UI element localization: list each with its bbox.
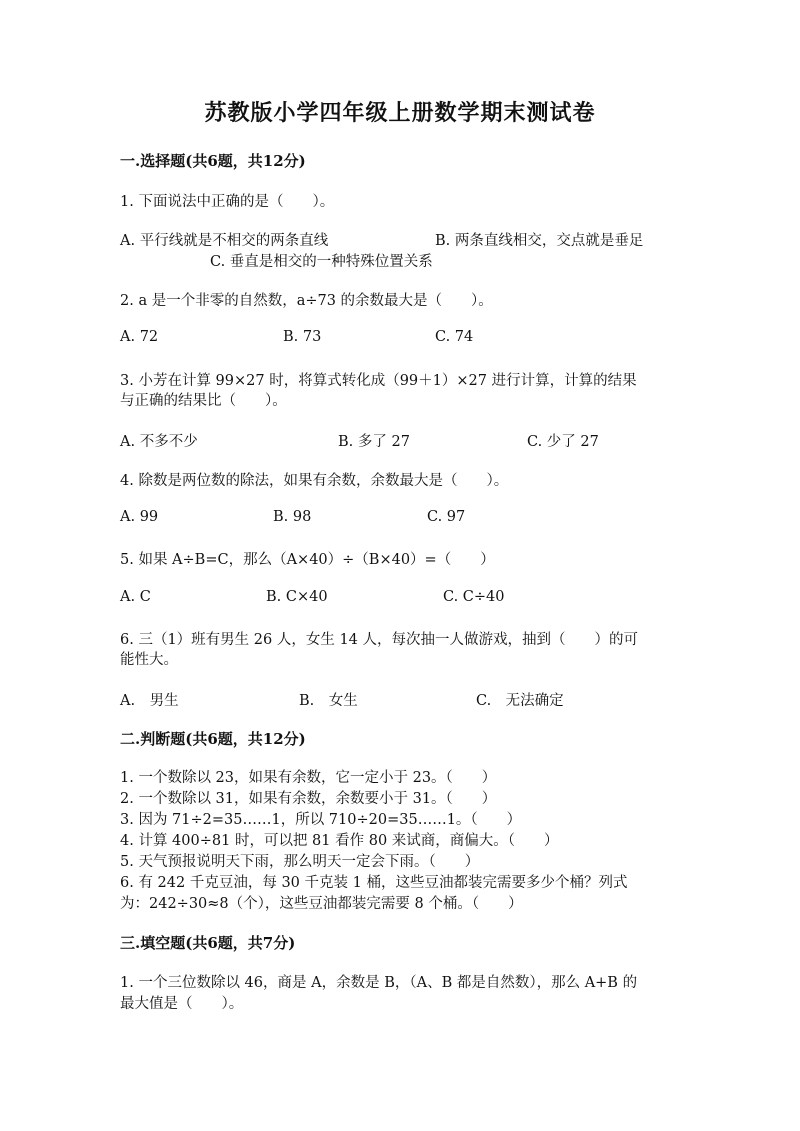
judge-4: 4. 计算 400÷81 时，可以把 81 看作 80 来试商，商偏大。（ ） xyxy=(120,833,559,849)
judge-2: 2. 一个数除以 31，如果有余数，余数要小于 31。（ ） xyxy=(120,791,497,807)
judge-1: 1. 一个数除以 23，如果有余数，它一定小于 23。（ ） xyxy=(120,770,497,786)
judge-6-line1: 6. 有 242 千克豆油，每 30 千克装 1 桶，这些豆油都装完需要多少个桶？列式 xyxy=(120,875,628,891)
q1-option-c: C. 垂直是相交的一种特殊位置关系 xyxy=(210,254,433,270)
q5-option-c: C. C÷40 xyxy=(443,589,505,605)
question-1-6-line1: 6. 三（1）班有男生 26 人，女生 14 人，每次抽一人做游戏，抽到（ ）的可 xyxy=(120,632,639,648)
q3-option-b: B. 多了 27 xyxy=(338,434,410,450)
q4-option-c: C. 97 xyxy=(427,509,466,525)
question-1-1: 1. 下面说法中正确的是（ ）。 xyxy=(120,194,335,210)
q5-option-a: A. C xyxy=(120,589,151,605)
judge-3: 3. 因为 71÷2=35……1，所以 710÷20=35……1。（ ） xyxy=(120,812,522,828)
q4-option-a: A. 99 xyxy=(120,509,159,525)
q3-option-a: A. 不多不少 xyxy=(120,434,198,450)
q1-option-a: A. 平行线就是不相交的两条直线 xyxy=(120,233,329,249)
q4-option-b: B. 98 xyxy=(273,509,312,525)
q1-option-b: B. 两条直线相交，交点就是垂足 xyxy=(435,233,644,249)
exam-title: 苏教版小学四年级上册数学期末测试卷 xyxy=(204,100,596,126)
q6-option-c: C. 无法确定 xyxy=(476,693,564,709)
fill-1-line2: 最大值是（ ）。 xyxy=(120,996,244,1012)
q2-option-b: B. 73 xyxy=(283,329,322,345)
question-1-5: 5. 如果 A÷B=C，那么（A×40）÷（B×40）=（ ） xyxy=(120,552,495,568)
q2-option-a: A. 72 xyxy=(120,329,159,345)
question-1-3-line2: 与正确的结果比（ ）。 xyxy=(120,393,287,409)
judge-6-line2: 为：242÷30≈8（个），这些豆油都装完需要 8 个桶。（ ） xyxy=(120,896,523,912)
q5-option-b: B. C×40 xyxy=(266,589,328,605)
question-1-4: 4. 除数是两位数的除法，如果有余数，余数最大是（ ）。 xyxy=(120,473,509,489)
section-1-heading: 一.选择题(共6题，共12分) xyxy=(120,152,306,170)
question-1-2: 2. a 是一个非零的自然数，a÷73 的余数最大是（ ）。 xyxy=(120,293,493,309)
question-1-3-line1: 3. 小芳在计算 99×27 时，将算式转化成（99＋1）×27 进行计算，计算的结果 xyxy=(120,373,637,389)
question-1-6-line2: 能性大。 xyxy=(120,652,178,668)
q2-option-c: C. 74 xyxy=(435,329,474,345)
q6-option-a: A. 男生 xyxy=(120,693,179,709)
q3-option-c: C. 少了 27 xyxy=(527,434,599,450)
fill-1-line1: 1. 一个三位数除以 46，商是 A，余数是 B，（A、B 都是自然数），那么 A+B 的 xyxy=(120,975,638,991)
section-3-heading: 三.填空题(共6题，共7分) xyxy=(120,934,296,952)
q6-option-b: B. 女生 xyxy=(299,693,358,709)
section-2-heading: 二.判断题(共6题，共12分) xyxy=(120,730,306,748)
judge-5: 5. 天气预报说明天下雨，那么明天一定会下雨。（ ） xyxy=(120,854,480,870)
